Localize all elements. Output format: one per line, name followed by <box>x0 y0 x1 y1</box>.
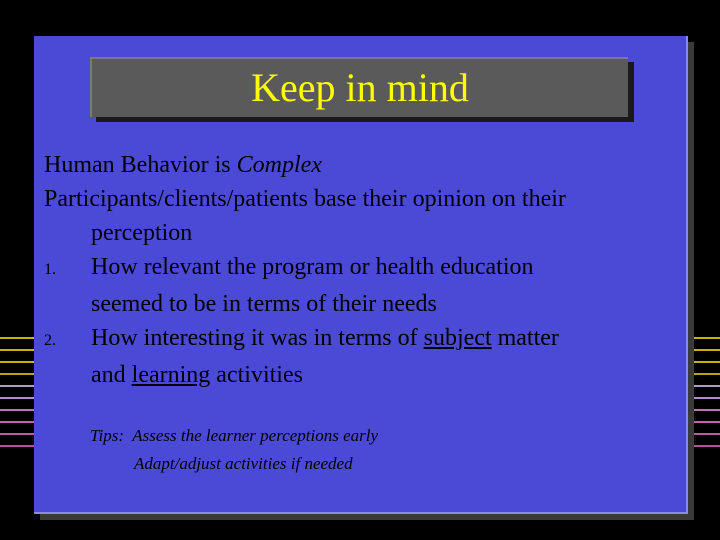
list-item-2-suffix: matter <box>491 325 559 351</box>
list-item-2-b-prefix: and <box>91 362 132 388</box>
tips-line-2: Adapt/adjust activities if needed <box>134 454 353 473</box>
list-item-2 <box>44 321 674 358</box>
line1-emphasis: Complex <box>236 152 322 178</box>
line-human-behavior <box>44 148 674 182</box>
line-participants-cont: perception <box>91 220 193 246</box>
title-box <box>90 57 628 117</box>
tips-line-1: Tips: Assess the learner perceptions early <box>90 426 379 445</box>
list-item-2-learning: learning <box>131 362 211 388</box>
list-item-2-subject: subject <box>423 325 492 351</box>
list-item-2-line-b <box>44 358 674 392</box>
right-stripes <box>690 338 720 446</box>
list-item-1 <box>44 250 674 287</box>
list-number-1: 1. <box>44 261 56 278</box>
slide-title: Keep in mind <box>251 65 469 110</box>
line-participants: Participants/clients/patients base their opinion on their <box>44 186 566 212</box>
list-number-2: 2. <box>44 332 56 349</box>
slide-body <box>44 148 674 392</box>
left-stripes <box>0 338 34 446</box>
list-item-2-b-suffix: activities <box>210 362 303 388</box>
list-item-1-line-b: seemed to be in terms of their needs <box>91 291 437 317</box>
list-item-2-prefix: How interesting it was in terms of <box>91 325 424 351</box>
list-item-1-line-a: How relevant the program or health education <box>91 254 534 280</box>
tips <box>90 422 378 478</box>
line1-prefix: Human Behavior is <box>44 152 237 178</box>
